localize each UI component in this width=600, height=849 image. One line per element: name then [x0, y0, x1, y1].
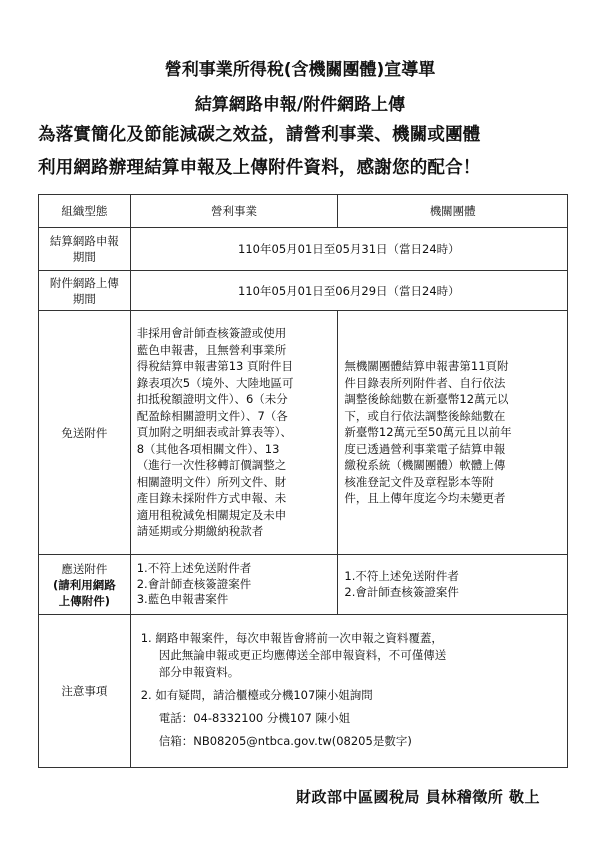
list-item: 3.藍色申報書案件	[136, 592, 229, 607]
note-2: 2. 如有疑問，請洽櫃檯或分機107陳小姐詢問	[140, 688, 373, 702]
upload-period-row	[39, 271, 568, 311]
document-subtitle: 結算網路申報/附件網路上傳	[194, 95, 406, 115]
exempt-label: 免送附件	[39, 311, 131, 555]
required-label: 應送附件 (請利用網路 上傳附件)	[39, 555, 131, 615]
exempt-business-text: 非採用會計師查核簽證或使用 藍色申報書，且無營利事業所 得稅結算申報書第13 頁附件目 錄表項次5（境外、大陸地區可 扣抵稅額證明文件）、6（未分 配盈餘相關證明文件）、7（各 頁加附之明細表或計算表等）、 8（其他各項相關文件）、13 （進行一次性移轉訂價調整之 相關證明文件）所列文件、財 產目錄未採附件方式申報、未 適用租稅減免相關規定及未申 請延期或分期繳納稅款者	[136, 326, 294, 539]
note-1-line-1: 1. 網路申報案件，每次申報皆會將前一次申報之資料覆蓋，	[140, 631, 443, 645]
intro-line-2: 利用網路辦理結算申報及上傳附件資料，感謝您的配合！	[38, 158, 481, 178]
required-business-cell	[130, 555, 338, 615]
exempt-organization-cell	[338, 311, 568, 555]
list-item: 1.不符上述免送附件者	[136, 561, 252, 576]
exempt-row	[39, 311, 568, 555]
document-title: 營利事業所得稅(含機關團體)宣導單	[164, 60, 436, 80]
list-item: 2.會計師查核簽證案件	[136, 576, 252, 591]
upload-period-value: 110年05月01日至06月29日（當日24時）	[130, 271, 567, 311]
info-table	[38, 194, 568, 768]
note-1-line-3: 部分申報資料。	[158, 665, 240, 679]
notes-cell	[130, 615, 567, 768]
list-item: 2.會計師查核簽證案件	[344, 584, 459, 599]
upload-period-label: 附件網路上傳 期間	[39, 271, 131, 311]
required-row	[39, 555, 568, 615]
list-item: 1.不符上述免送附件者	[344, 569, 459, 583]
required-organization-cell	[338, 555, 568, 615]
header-org-type: 組織型態	[39, 195, 131, 228]
header-organization: 機關團體	[338, 195, 568, 228]
signature: 財政部中區國稅局 員林稽徵所 敬上	[296, 788, 540, 806]
notes-label: 注意事項	[39, 615, 131, 768]
contact-phone: 電話：04-8332100 分機107 陳小姐	[158, 711, 350, 725]
filing-period-row	[39, 228, 568, 271]
exempt-organization-text: 無機關團體結算申報書第11頁附 件目錄表所列附件者、自行依法 調整後餘絀數在新臺幣12萬元以 下，或自行依法調整後餘絀數在 新臺幣12萬元至50萬元且以前年 度已透過營利事業電子結算申報 繳稅系統（機關團體）軟體上傳 核准登記文件及章程影本等附 件，且上傳年度迄今均未變更者	[344, 359, 512, 506]
header-business: 營利事業	[130, 195, 338, 228]
exempt-business-cell	[130, 311, 338, 555]
intro-line-1: 為落實簡化及節能減碳之效益，請營利事業、機關或團體	[38, 125, 481, 145]
filing-period-value: 110年05月01日至05月31日（當日24時）	[130, 228, 567, 271]
notes-row	[39, 615, 568, 768]
note-1-line-2: 因此無論申報或更正均應傳送全部申報資料，不可僅傳送	[158, 648, 447, 662]
contact-email[interactable]: 信箱：NB08205@ntbca.gov.tw(08205是數字)	[158, 734, 412, 748]
filing-period-label: 結算網路申報 期間	[39, 228, 131, 271]
table-header-row	[39, 195, 568, 228]
